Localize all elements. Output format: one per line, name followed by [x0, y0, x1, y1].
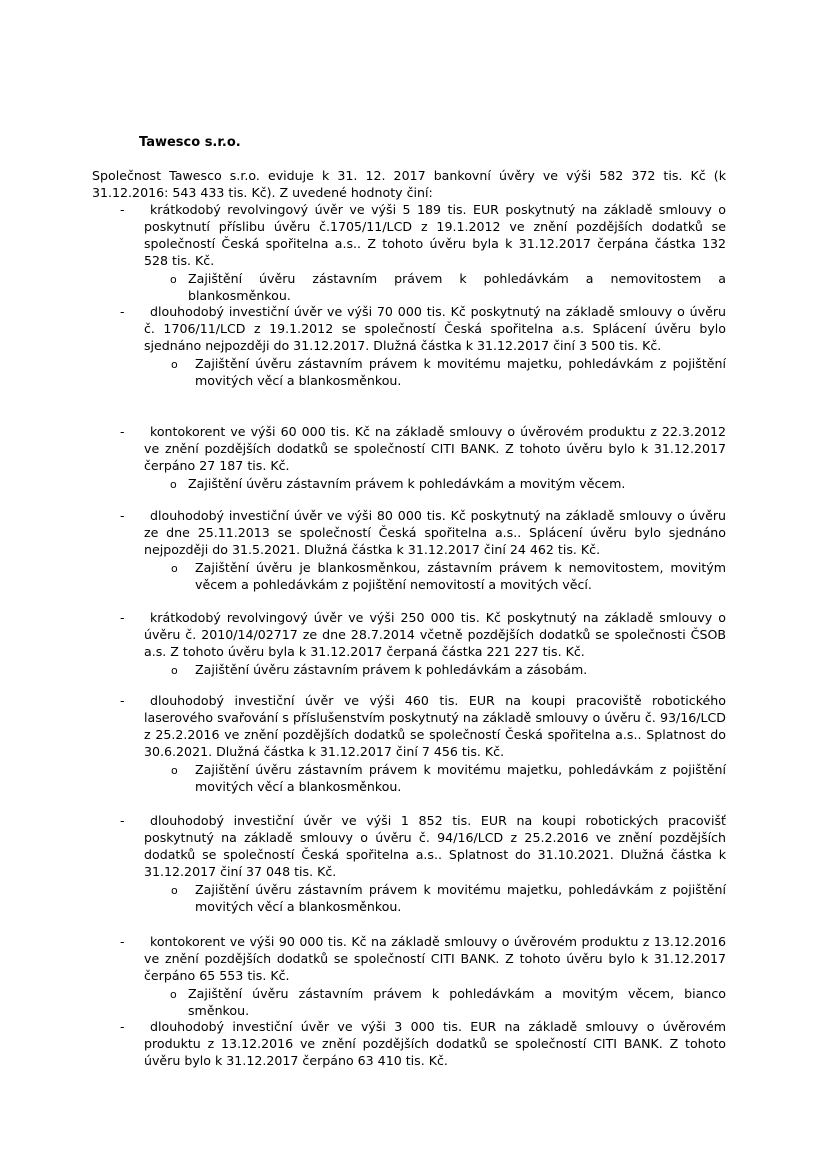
dash-bullet: - — [120, 508, 125, 523]
list-subitem — [170, 270, 726, 304]
company-title: Tawesco s.r.o. — [139, 135, 241, 150]
list-item — [120, 609, 726, 678]
list-item-text: dlouhodobý investiční úvěr ve výši 3 000 tis. EUR na základě smlouvy o úvěrovém produktu z 13.12.2016 ve znění pozdějších dodatků se společností CITI BANK. Z tohoto úvěru bylo k 31.12.2017 čerpáno 63 410 tis. Kč. — [144, 1019, 726, 1068]
list-item — [120, 423, 726, 492]
circle-bullet: o — [171, 764, 178, 777]
list-item-text: dlouhodobý investiční úvěr ve výši 80 000 tis. Kč poskytnutý na základě smlouvy o úvěru ze dne 25.11.2013 se společností Česká spořitelna a.s.. Splácení úvěru bylo sjednáno nejpozději do 31.5.2021. Dlužná částka k 31.12.2017 činí 24 462 tis. Kč. — [144, 508, 726, 557]
dash-bullet: - — [120, 813, 125, 828]
circle-bullet: o — [171, 562, 178, 575]
circle-bullet: o — [171, 884, 178, 897]
list-subitem — [171, 559, 726, 593]
dash-bullet: - — [120, 610, 125, 625]
list-item-text: krátkodobý revolvingový úvěr ve výši 250 000 tis. Kč poskytnutý na základě smlouvy o úvěru č. 2010/14/02717 ze dne 28.7.2014 včetně pozdějších dodatků se společnosti ČSOB a.s. Z tohoto úvěru byla k 31.12.2017 čerpaná částka 221 227 tis. Kč. — [144, 610, 726, 659]
list-subitem — [170, 985, 726, 1019]
list-item-text: krátkodobý revolvingový úvěr ve výši 5 189 tis. EUR poskytnutý na základě smlouvy o poskytnutí příslibu úvěru č.1705/11/LCD z 19.1.2012 ve znění pozdějších dodatků se společností Česká spořitelna a.s.. Z tohoto úvěru byla k 31.12.2017 čerpána částka 132 528 tis. Kč. — [144, 202, 726, 268]
dash-bullet: - — [120, 424, 125, 439]
list-item — [120, 201, 726, 304]
dash-bullet: - — [120, 304, 125, 319]
list-subitem — [171, 661, 726, 678]
list-subitem-text: Zajištění úvěru zástavním právem k pohledávkám a zásobám. — [195, 662, 588, 677]
list-item — [120, 303, 726, 389]
dash-bullet: - — [120, 934, 125, 949]
intro-paragraph: Společnost Tawesco s.r.o. eviduje k 31. 12. 2017 bankovní úvěry ve výši 582 372 tis. Kč (k 31.12.2016: 543 433 tis. Kč). Z uvedené hodnoty činí: — [92, 168, 726, 200]
list-subitem — [171, 881, 726, 915]
list-item-text: dlouhodobý investiční úvěr ve výši 1 852 tis. EUR na koupi robotických pracovišť poskytnutý na základě smlouvy o úvěru č. 94/16/LCD z 25.2.2016 ve znění pozdějších dodatků se společností Česká spořitelna a.s.. Splatnost do 31.10.2021. Dlužná částka k 31.12.2017 činí 37 048 tis. Kč. — [144, 813, 726, 879]
list-subitem-text: Zajištění úvěru zástavním právem k pohledávkám a movitým věcem. — [188, 476, 626, 491]
list-item — [120, 507, 726, 593]
list-subitem-text: Zajištění úvěru zástavním právem k movitému majetku, pohledávkám z pojištění movitých věcí a blankosměnkou. — [195, 762, 726, 794]
list-item-text: dlouhodobý investiční úvěr ve výši 460 tis. EUR na koupi pracoviště robotického laserového svařování s příslušenstvím poskytnutý na základě smlouvy o úvěru č. 93/16/LCD z 25.2.2016 ve znění pozdějších dodatků se společností Česká spořitelna a.s.. Splatnost do 30.6.2021. Dlužná částka k 31.12.2017 činí 7 456 tis. Kč. — [144, 693, 726, 759]
circle-bullet: o — [171, 664, 178, 677]
list-item — [120, 933, 726, 1019]
dash-bullet: - — [120, 202, 125, 217]
list-subitem — [171, 355, 726, 389]
list-subitem-text: Zajištění úvěru zástavním právem k movitému majetku, pohledávkám z pojištění movitých věcí a blankosměnkou. — [195, 356, 726, 388]
list-item — [120, 692, 726, 795]
list-subitem-text: Zajištění úvěru zástavním právem k pohledávkám a nemovitostem a blankosměnkou. — [188, 271, 726, 303]
list-item-text: dlouhodobý investiční úvěr ve výši 70 000 tis. Kč poskytnutý na základě smlouvy o úvěru č. 1706/11/LCD z 19.1.2012 se společností Česká spořitelna a.s. Splácení úvěru bylo sjednáno nejpozději do 31.12.2017. Dlužná částka k 31.12.2017 činí 3 500 tis. Kč. — [144, 304, 726, 353]
list-item — [120, 812, 726, 915]
list-subitem-text: Zajištění úvěru zástavním právem k movitému majetku, pohledávkám z pojištění movitých věcí a blankosměnkou. — [195, 882, 726, 914]
dash-bullet: - — [120, 693, 125, 708]
list-item-text: kontokorent ve výši 60 000 tis. Kč na základě smlouvy o úvěrovém produktu z 22.3.2012 ve znění pozdějších dodatků se společností CITI BANK. Z tohoto úvěru bylo k 31.12.2017 čerpáno 27 187 tis. Kč. — [144, 424, 726, 473]
circle-bullet: o — [170, 478, 177, 491]
list-item — [120, 1018, 726, 1069]
list-subitem-text: Zajištění úvěru je blankosměnkou, zástavním právem k nemovitostem, movitým věcem a pohledávkám z pojištění nemovitostí a movitých věcí. — [195, 560, 726, 592]
list-item-text: kontokorent ve výši 90 000 tis. Kč na základě smlouvy o úvěrovém produktu z 13.12.2016 ve znění pozdějších dodatků se společností CITI BANK. Z tohoto úvěru bylo k 31.12.2017 čerpáno 65 553 tis. Kč. — [144, 934, 726, 983]
circle-bullet: o — [170, 273, 177, 286]
list-subitem-text: Zajištění úvěru zástavním právem k pohledávkám a movitým věcem, bianco směnkou. — [188, 986, 726, 1018]
circle-bullet: o — [171, 358, 178, 371]
list-subitem — [170, 475, 726, 492]
dash-bullet: - — [120, 1019, 125, 1034]
list-subitem — [171, 761, 726, 795]
circle-bullet: o — [170, 988, 177, 1001]
